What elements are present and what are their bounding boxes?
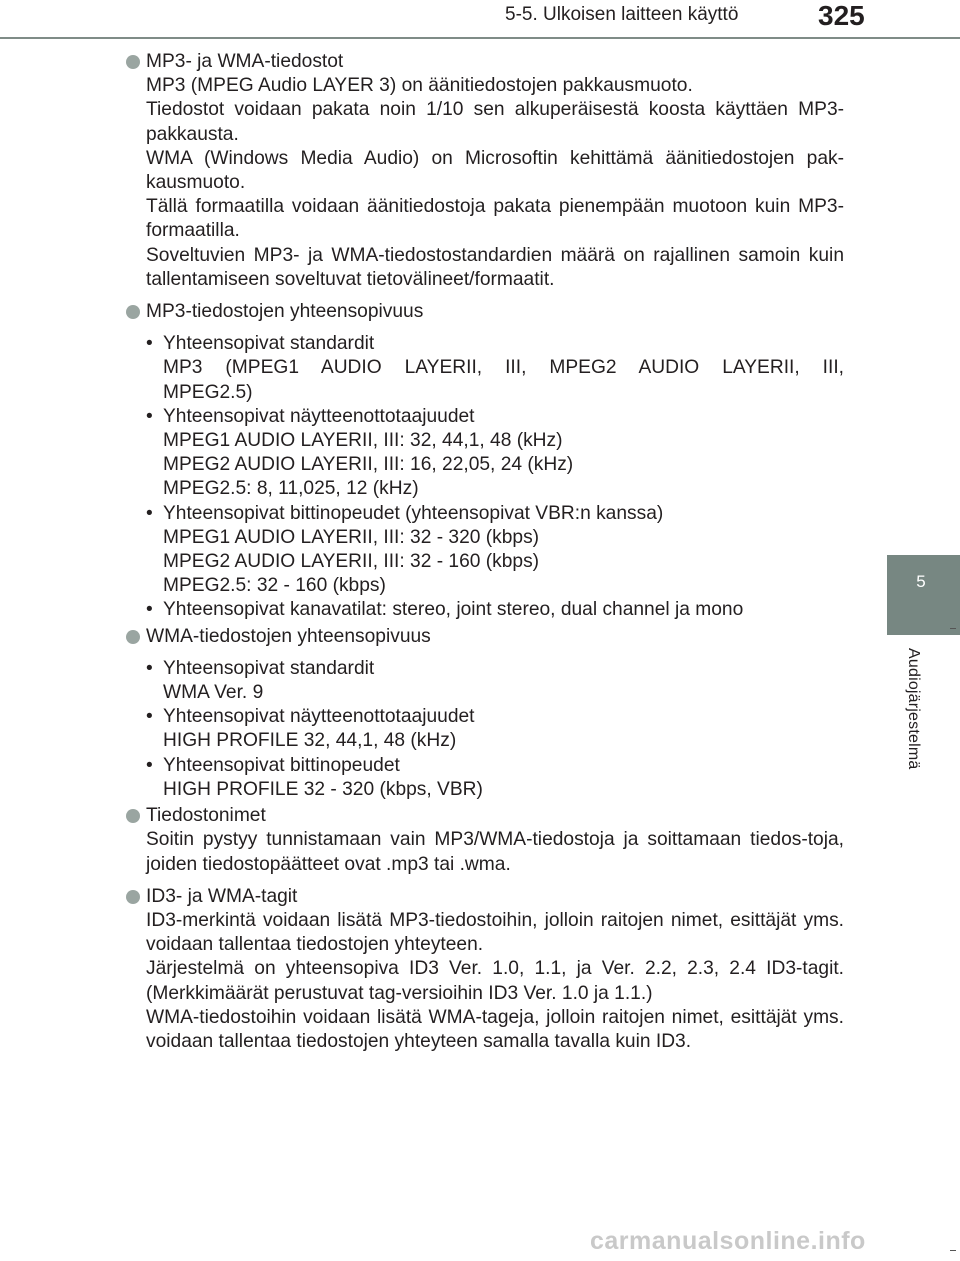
page-body	[126, 50, 844, 1062]
list-dot: •	[146, 502, 153, 524]
section-tags	[126, 885, 844, 1054]
paragraph: Soveltuvien MP3- ja WMA-tiedostostandardien määrä on rajallinen samoin kuin tallentamiseen soveltuvat tietovälineet/formaatit.	[146, 244, 844, 290]
header-rule	[0, 37, 960, 39]
item-line: WMA Ver. 9	[163, 682, 264, 704]
list	[126, 657, 844, 802]
chapter-number: 5	[916, 572, 926, 591]
item-line: MPEG2 AUDIO LAYERII, III: 32 - 160 (kbps)	[163, 551, 540, 573]
item-title: Yhteensopivat näytteenottotaajuudet	[163, 405, 475, 427]
list-item	[126, 598, 844, 622]
list-item	[126, 657, 844, 705]
chapter-label: Audiojärjestelmä	[905, 648, 922, 770]
item-line: HIGH PROFILE 32, 44,1, 48 (kHz)	[163, 730, 457, 752]
item-title: Yhteensopivat standardit	[163, 657, 375, 679]
crop-mark	[950, 1250, 956, 1251]
list	[126, 332, 844, 622]
paragraph: Soitin pystyy tunnistamaan vain MP3/WMA-tiedostoja ja soittamaan tiedos-toja, joiden tiedostopäätteet ovat .mp3 tai .wma.	[146, 829, 844, 875]
bullet-icon	[126, 55, 140, 69]
list-dot: •	[146, 405, 153, 427]
section-heading: MP3- ja WMA-tiedostot	[146, 51, 344, 72]
list-dot: •	[146, 706, 153, 728]
list-dot: •	[146, 599, 153, 621]
item-title: Yhteensopivat standardit	[163, 333, 375, 355]
item-title: Yhteensopivat bittinopeudet	[163, 754, 400, 776]
item-line: MPEG1 AUDIO LAYERII, III: 32, 44,1, 48 (kHz)	[163, 430, 563, 452]
item-line: MPEG2 AUDIO LAYERII, III: 16, 22,05, 24 (kHz)	[163, 454, 574, 476]
crop-mark	[950, 628, 956, 629]
paragraph: WMA (Windows Media Audio) on Microsoftin kehittämä äänitiedostojen pak-kausmuoto.	[146, 147, 844, 194]
list-item	[126, 705, 844, 753]
list-item	[126, 405, 844, 502]
item-title: Yhteensopivat kanavatilat: stereo, joint stereo, dual channel ja mono	[163, 599, 744, 621]
list-dot: •	[146, 333, 153, 355]
item-line: MPEG2.5: 32 - 160 (kbps)	[163, 575, 386, 597]
chapter-tab	[887, 555, 960, 635]
bullet-icon	[126, 305, 140, 319]
list-item	[126, 502, 844, 599]
item-title: Yhteensopivat bittinopeudet (yhteensopivat VBR:n kanssa)	[163, 502, 664, 524]
item-line: MPEG2.5: 8, 11,025, 12 (kHz)	[163, 478, 419, 500]
paragraph: WMA-tiedostoihin voidaan lisätä WMA-tageja, jolloin raitojen nimet, esittäjät yms. voidaan tallentaa tiedostojen yhteyteen samalla tavalla kuin ID3.	[146, 1006, 844, 1052]
section-heading: MP3-tiedostojen yhteensopivuus	[146, 301, 424, 323]
section-mp3-compatibility	[126, 300, 844, 324]
bullet-icon	[126, 890, 140, 904]
item-line: MP3 (MPEG1 AUDIO LAYERII, III, MPEG2 AUDIO LAYERII, III,	[163, 357, 844, 379]
item-line: MPEG2.5)	[163, 381, 253, 403]
paragraph: Järjestelmä on yhteensopiva ID3 Ver. 1.0, 1.1, ja Ver. 2.2, 2.3, 2.4 ID3-tagit. (Merkkimäärät perustuvat tag-versioihin ID3 Ver. 1.0 ja 1.1.)	[146, 958, 844, 1004]
paragraph: ID3-merkintä voidaan lisätä MP3-tiedostoihin, jolloin raitojen nimet, esittäjät yms. voidaan tallentaa tiedostojen yhteyteen.	[146, 909, 844, 956]
section-heading: WMA-tiedostojen yhteensopivuus	[146, 625, 431, 647]
item-line: HIGH PROFILE 32 - 320 (kbps, VBR)	[163, 778, 483, 800]
item-title: Yhteensopivat näytteenottotaajuudet	[163, 706, 475, 728]
section-title: 5-5. Ulkoisen laitteen käyttö	[505, 4, 739, 25]
list-dot: •	[146, 754, 153, 776]
bullet-icon	[126, 809, 140, 823]
watermark: carmanualsonline.info	[590, 1227, 866, 1255]
list-item	[126, 754, 844, 802]
list-item	[126, 332, 844, 405]
bullet-icon	[126, 630, 140, 644]
section-heading: Tiedostonimet	[146, 805, 266, 827]
item-line: MPEG1 AUDIO LAYERII, III: 32 - 320 (kbps)	[163, 526, 540, 548]
paragraph: Tiedostot voidaan pakata noin 1/10 sen alkuperäisestä koosta käyttäen MP3-pakkausta.	[146, 99, 844, 145]
section-file-names	[126, 804, 844, 877]
section-wma-compatibility	[126, 625, 844, 649]
list-dot: •	[146, 657, 153, 679]
paragraph: MP3 (MPEG Audio LAYER 3) on äänitiedostojen pakkausmuoto.	[146, 75, 693, 97]
page-number: 325	[818, 0, 865, 31]
section-heading: ID3- ja WMA-tagit	[146, 885, 298, 907]
section-mp3-wma-files	[126, 50, 844, 292]
paragraph: Tällä formaatilla voidaan äänitiedostoja pakata pienempään muotoon kuin MP3-formaatilla.	[146, 196, 844, 242]
